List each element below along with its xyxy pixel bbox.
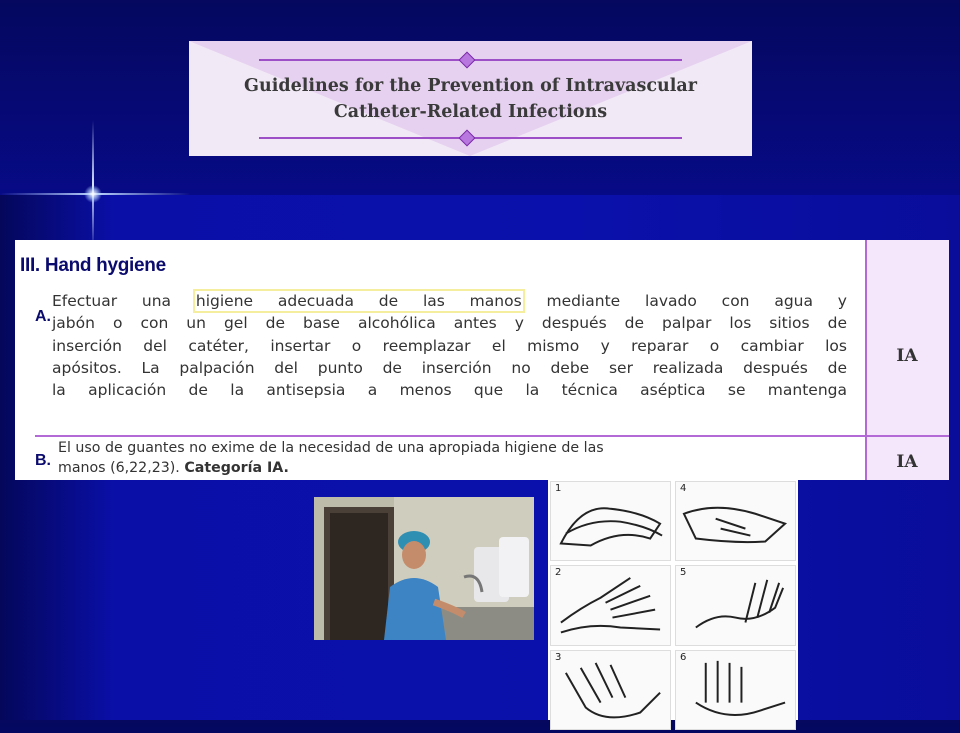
banner-title-line2: Catheter-Related Infections xyxy=(333,102,608,122)
hands-fingertips-icon xyxy=(676,651,795,729)
row-a-label: A. xyxy=(35,308,51,325)
row-b-line2: manos (6,22,23). xyxy=(58,460,180,476)
row-a-line5: la aplicación de la antisepsia a menos que la técnica aséptica se mantenga xyxy=(52,381,847,400)
step-cell xyxy=(675,481,796,561)
row-a-text xyxy=(52,290,847,425)
step-number: 4 xyxy=(680,483,687,494)
step-number: 1 xyxy=(555,483,562,494)
row-a-category: IA xyxy=(896,346,918,366)
banner-title-line1: Guidelines for the Prevention of Intravascular xyxy=(244,76,697,96)
row-a-highlight: higiene adecuada de las manos xyxy=(195,292,522,310)
hands-interlock-icon xyxy=(676,482,795,560)
handwashing-photo xyxy=(314,497,534,640)
step-cell xyxy=(550,650,671,730)
row-divider xyxy=(35,435,949,437)
row-a-line4: apósitos. La palpación del punto de inserción no debe ser realizada después de xyxy=(52,358,847,377)
hands-rub-palms-icon xyxy=(551,482,670,560)
handwash-steps-chart xyxy=(548,479,798,720)
hands-back-rub-icon xyxy=(551,651,670,729)
step-number: 2 xyxy=(555,567,562,579)
step-number: 3 xyxy=(555,651,562,663)
section-heading: III. Hand hygiene xyxy=(20,255,166,276)
row-b-category-bold: Categoría IA. xyxy=(184,460,289,476)
step-cell xyxy=(550,565,671,645)
guidelines-banner xyxy=(189,41,752,156)
hands-thumb-rub-icon xyxy=(676,566,795,644)
row-b-category: IA xyxy=(896,452,918,472)
row-b-text xyxy=(58,438,843,480)
row-b-label: B. xyxy=(35,452,51,469)
row-a-line1-end: mediante lavado con agua y xyxy=(546,292,847,310)
step-number: 6 xyxy=(680,651,687,663)
row-a-line3: inserción del catéter, insertar o reemplazar el mismo y reparar o cambiar los xyxy=(52,336,847,355)
step-cell xyxy=(675,565,796,645)
sparkle-icon xyxy=(84,185,102,203)
step-cell xyxy=(550,481,671,561)
row-b-line1: El uso de guantes no exime de la necesidad de una apropiada higiene de las xyxy=(58,440,604,456)
step-cell xyxy=(675,650,796,730)
hands-fingers-spread-icon xyxy=(551,566,670,644)
row-a-line1-start: Efectuar una xyxy=(52,292,172,310)
step-number: 5 xyxy=(680,567,687,579)
row-a-line2: jabón o con un gel de base alcohólica antes y después de palpar los sitios de xyxy=(52,314,847,333)
